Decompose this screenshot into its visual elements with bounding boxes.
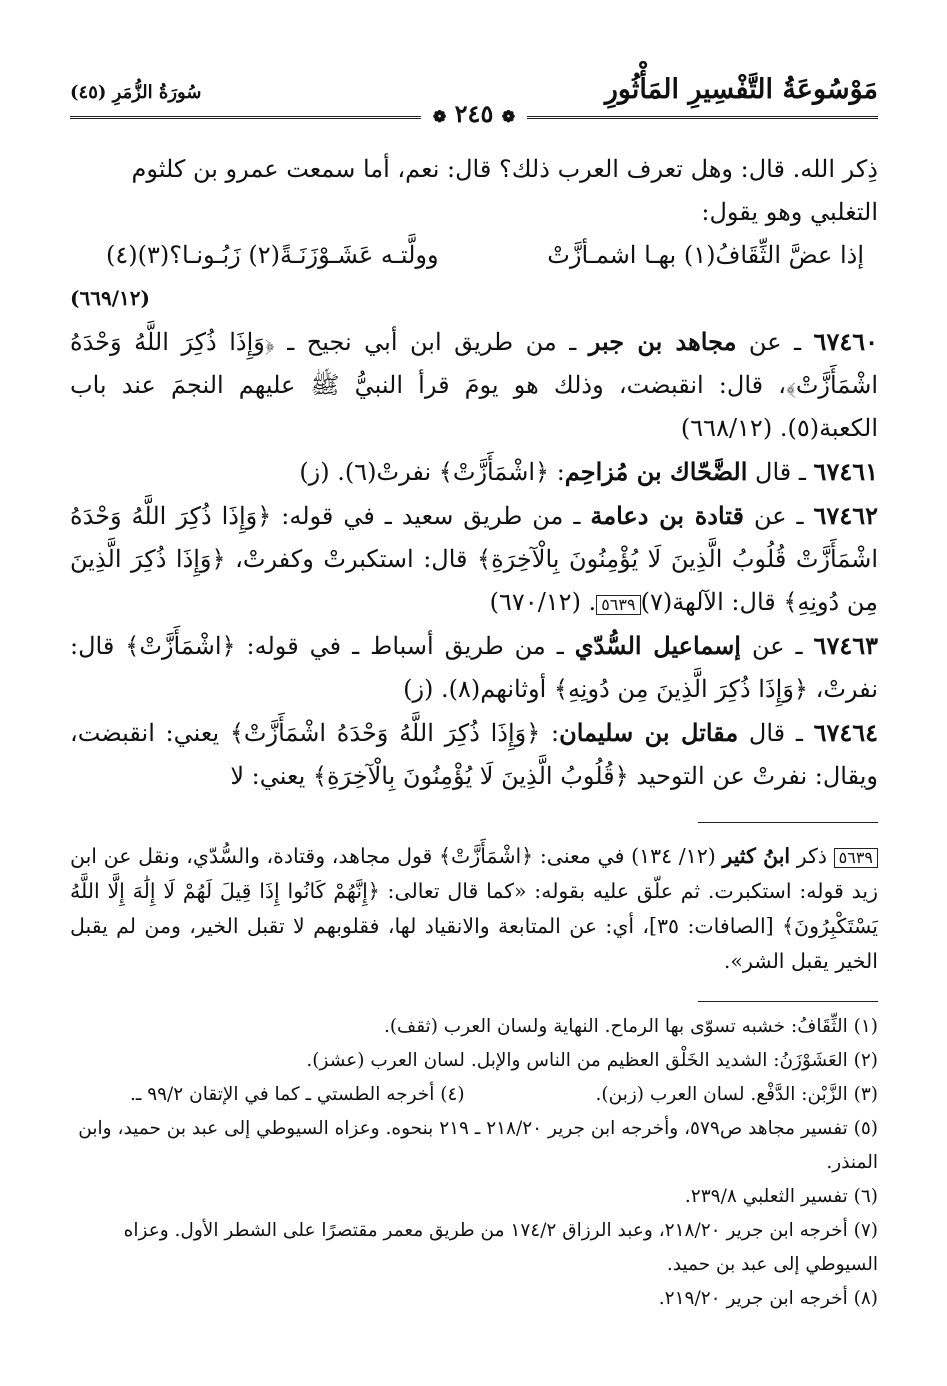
narration-connector: ـ قال bbox=[738, 719, 814, 747]
footnote: (٥) تفسير مجاهد ص٥٧٩، وأخرجه ابن جرير ٢١٨/٢٠ ـ ٢١٩ بنحوه. وعزاه السيوطي إلى عبد بن حميد، وابن المنذر. bbox=[78, 1118, 878, 1173]
page-header bbox=[70, 72, 878, 128]
narration-item bbox=[70, 320, 878, 450]
narrator-name: الضَّحّاك بن مُزاحِم bbox=[564, 457, 748, 486]
narration-item bbox=[70, 450, 878, 494]
footnote: (٤) أخرجه الطستي ـ كما في الإتقان ٩٩/٢ ـ. bbox=[130, 1084, 465, 1105]
narration-item bbox=[70, 494, 878, 624]
narrator-name: قتادة بن دعامة bbox=[590, 501, 745, 530]
narration-item bbox=[70, 624, 878, 711]
narrator-name: مجاهد بن جبر bbox=[588, 327, 737, 356]
footnote-separator bbox=[698, 1001, 878, 1002]
footnote: (٨) أخرجه ابن جرير ٢١٩/٢٠. bbox=[658, 1288, 878, 1309]
commentary-text: (١٢/ ١٣٤) في معنى: ﴿اشْمَأَزَّتْ﴾ قول مجاهد، وقتادة، والسُّدّي، ونقل عن ابن زيد قوله: استكبرت. ثم علّق عليه بقوله: «كما قال تعالى: ﴿إِنَّهُمْ كَانُوا إِذَا قِيلَ لَهُمْ لَا إِلَٰهَ إِلَّا اللَّهُ يَسْتَكْبِرُونَ﴾ [الصافات: ٣٥]، أي: عن المتابعة والانقياد لها، فقلوبهم لا تقبل الخير، ومن لم يقبل الخير يقبل الشر». bbox=[70, 844, 878, 973]
book-title: مَوْسُوعَةُ التَّفْسِيرِ المَأْثُورِ bbox=[604, 74, 878, 105]
commentary-separator bbox=[698, 822, 878, 823]
page-number-text: ٢٤٥ bbox=[454, 99, 494, 128]
footnote: (٧) أخرجه ابن جرير ٢١٨/٢٠، وعبد الرزاق ١٧٤/٢ من طريق معمر مقتصرًا على الشطر الأول. وعزاه السيوطي إلى عبد بن حميد. bbox=[123, 1220, 878, 1275]
intro-line: ذِكر الله. قال: وهل تعرف العرب ذلك؟ قال: نعم، أما سمعت عمرو بن كلثوم bbox=[131, 155, 878, 183]
narration-number: ٦٧٤٦٤ bbox=[813, 718, 879, 747]
narration-connector: ـ عن bbox=[740, 632, 814, 660]
narration-number: ٦٧٤٦٢ bbox=[813, 501, 878, 530]
narration-text: ـ من طريق ابن أبي نجيح ـ ﴿وَإِذَا ذُكِرَ اللَّهُ وَحْدَهُ اشْمَأَزَّتْ﴾، قال: انقبضت، وذلك هو يومَ قرأ النبيُّ ﷺ عليهم النجمَ عند باب الكعبة(٥). (٦٦٨/١٢) bbox=[70, 328, 878, 442]
page-number bbox=[421, 99, 527, 128]
page bbox=[70, 72, 878, 1316]
narration-text: : ﴿وَإِذَا ذُكِرَ اللَّهُ وَحْدَهُ اشْمَأَزَّتْ﴾ يعني: انقبضت، ويقال: نفرتْ عن التوحيد ﴿قُلُوبُ الَّذِينَ لَا يُؤْمِنُونَ بِالْآخِرَةِ﴾ يعني: لا bbox=[70, 719, 878, 790]
narration-connector: ـ عن bbox=[736, 328, 814, 356]
footnote: (٦) تفسير الثعلبي ٢٣٩/٨. bbox=[684, 1186, 878, 1207]
poem-verse bbox=[70, 234, 878, 277]
footnote: (١) الثِّقَافُ: خشبه تسوّى بها الرماح. النهاية ولسان العرب (ثقف). bbox=[383, 1016, 878, 1037]
verse-hemistich-second: وولَّتـه عَشَـوْزَنَـةً(٢) زَبُـونـا؟(٣)(٤) bbox=[106, 241, 439, 269]
narration-connector: ـ عن bbox=[744, 502, 814, 530]
reference: (٦٦٩/١٢) bbox=[70, 286, 150, 310]
commentary-connector: ذكر bbox=[790, 844, 834, 868]
intro-line: التغلبي وهو يقول: bbox=[701, 198, 878, 226]
narration-text: ـ من طريق سعيد ـ في قوله: ﴿وَإِذَا ذُكِرَ اللَّهُ وَحْدَهُ اشْمَأَزَّتْ قُلُوبُ الَّذِينَ لَا يُؤْمِنُونَ بِالْآخِرَةِ﴾ قال: استكبرتْ وكفرتْ، ﴿وَإِذَا ذُكِرَ الَّذِينَ مِن دُونِهِ﴾ قال: الآلهة(٧) bbox=[70, 502, 878, 616]
narration-number: ٦٧٤٦١ bbox=[813, 457, 878, 486]
surah-title: سُورَةُ الزُّمَرِ (٤٥) bbox=[70, 82, 202, 103]
footnotes bbox=[70, 1010, 878, 1316]
narrator-name: مقاتل بن سليمان bbox=[559, 718, 739, 747]
footnote: (٢) العَشَوْزَنُ: الشديد الخَلْق العظيم من الناس والإبل. لسان العرب (عشز). bbox=[306, 1050, 878, 1071]
narration-reference: . (٦٧٠/١٢) bbox=[489, 588, 597, 616]
footnote-row bbox=[70, 1078, 878, 1112]
ornament-icon: ❁ bbox=[432, 107, 447, 126]
narration-text: ـ من طريق أسباط ـ في قوله: ﴿اشْمَأَزَّتْ﴾ قال: نفرتْ، ﴿وَإِذَا ذُكِرَ الَّذِينَ مِن دُونِهِ﴾ أوثانهم(٨). (ز) bbox=[70, 632, 878, 703]
narration-connector: ـ قال bbox=[747, 458, 814, 486]
commentary bbox=[70, 839, 878, 979]
commentator-name: ابنُ كثير bbox=[722, 844, 791, 868]
footnote: (٣) الزَّبْن: الدَّفْع. لسان العرب (زبن). bbox=[595, 1084, 878, 1105]
ornament-icon: ❁ bbox=[501, 107, 516, 126]
narration-number: ٦٧٤٦٣ bbox=[813, 631, 878, 660]
narrator-name: إسماعيل السُّدّي bbox=[574, 631, 741, 660]
verse-hemistich-first: إذا عضَّ الثِّقَافُ(١) بهـا اشمـأزَّتْ bbox=[547, 241, 864, 269]
narration-text: : ﴿اشْمَأَزَّتْ﴾ نفرتْ(٦). (ز) bbox=[299, 458, 565, 486]
narration-number: ٦٧٤٦٠ bbox=[813, 327, 878, 356]
commentary-marker: ٥٦٣٩ bbox=[596, 595, 640, 615]
main-text bbox=[70, 148, 878, 798]
commentary-marker: ٥٦٣٩ bbox=[834, 848, 878, 868]
narration-item bbox=[70, 711, 878, 798]
